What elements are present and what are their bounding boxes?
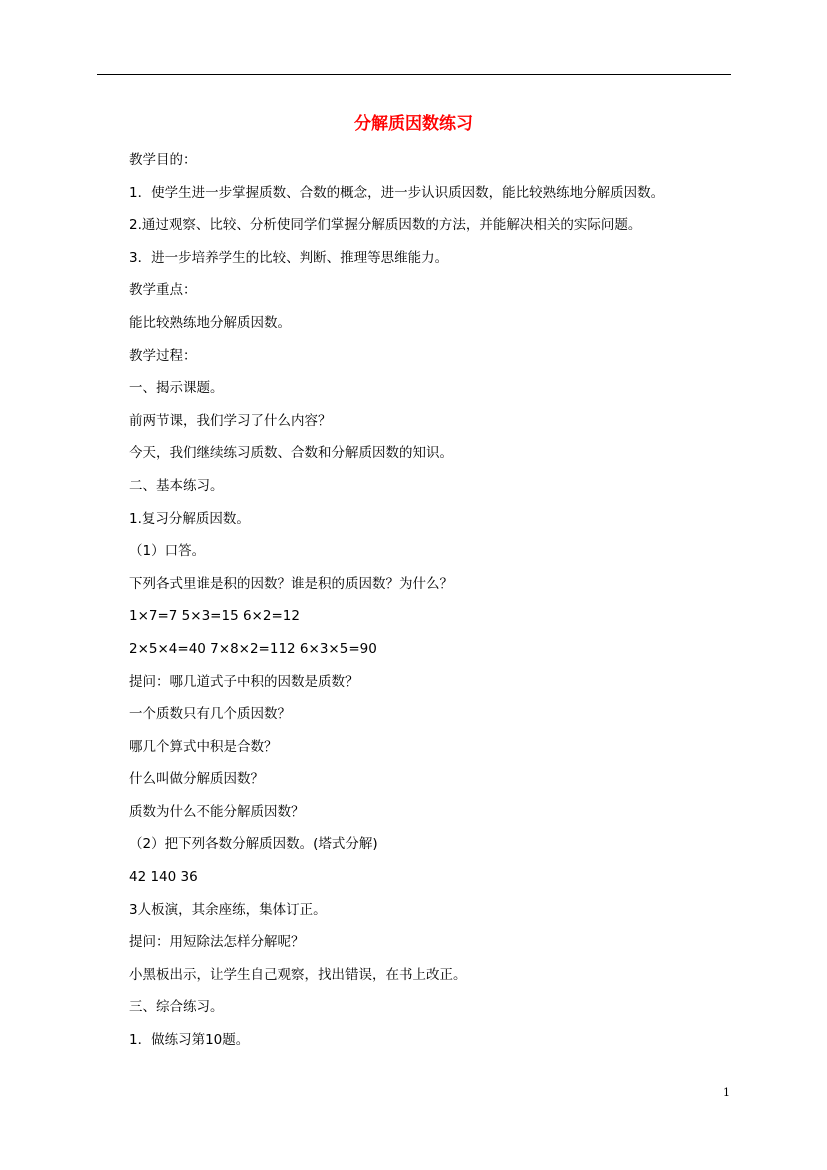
paragraph-line: 3人板演，其余座练，集体订正。 (129, 901, 327, 918)
paragraph-line: 下列各式里谁是积的因数？谁是积的质因数？为什么？ (129, 575, 453, 592)
paragraph-line: 1．做练习第10题。 (129, 1032, 250, 1049)
paragraph-line: 1.复习分解质因数。 (129, 510, 250, 527)
paragraph-line: 今天，我们继续练习质数、合数和分解质因数的知识。 (129, 445, 453, 462)
document-title: 分解质因数练习 (354, 114, 473, 134)
paragraph-line: 质数为什么不能分解质因数？ (129, 803, 305, 820)
header-rule (97, 74, 731, 75)
paragraph-line: （2）把下列各数分解质因数。(塔式分解) (129, 836, 378, 853)
paragraph-line: 教学过程： (129, 347, 197, 364)
paragraph-line: 什么叫做分解质因数？ (129, 771, 264, 788)
paragraph-line: 小黑板出示，让学生自己观察，找出错误，在书上改正。 (129, 966, 467, 983)
paragraph-line: 2.通过观察、比较、分析使同学们掌握分解质因数的方法，并能解决相关的实际问题。 (129, 217, 642, 234)
paragraph-line: 二、基本练习。 (129, 477, 224, 494)
paragraph-line: 能比较熟练地分解质因数。 (129, 314, 291, 331)
paragraph-line: 1×7=7 5×3=15 6×2=12 (129, 608, 300, 625)
paragraph-line: 1．使学生进一步掌握质数、合数的概念，进一步认识质因数，能比较熟练地分解质因数。 (129, 184, 665, 201)
paragraph-line: 教学目的： (129, 152, 197, 168)
paragraph-line: 一、揭示课题。 (129, 380, 224, 397)
paragraph-line: （1）口答。 (129, 543, 206, 560)
paragraph-line: 提问：哪几道式子中积的因数是质数？ (129, 673, 359, 690)
paragraph-line: 2×5×4=40 7×8×2=112 6×3×5=90 (129, 640, 377, 657)
paragraph-line: 3．进一步培养学生的比较、判断、推理等思维能力。 (129, 249, 449, 266)
paragraph-line: 提问：用短除法怎样分解呢？ (129, 934, 305, 951)
document-body (129, 148, 739, 1061)
paragraph-line: 三、综合练习。 (129, 999, 224, 1016)
paragraph-line: 一个质数只有几个质因数？ (129, 706, 291, 723)
paragraph-line: 前两节课，我们学习了什么内容？ (129, 412, 332, 429)
paragraph-line: 哪几个算式中积是合数？ (129, 738, 278, 755)
paragraph-line: 42 140 36 (129, 869, 198, 886)
paragraph-line: 教学重点： (129, 282, 197, 299)
page-number: 1 (723, 1086, 730, 1099)
